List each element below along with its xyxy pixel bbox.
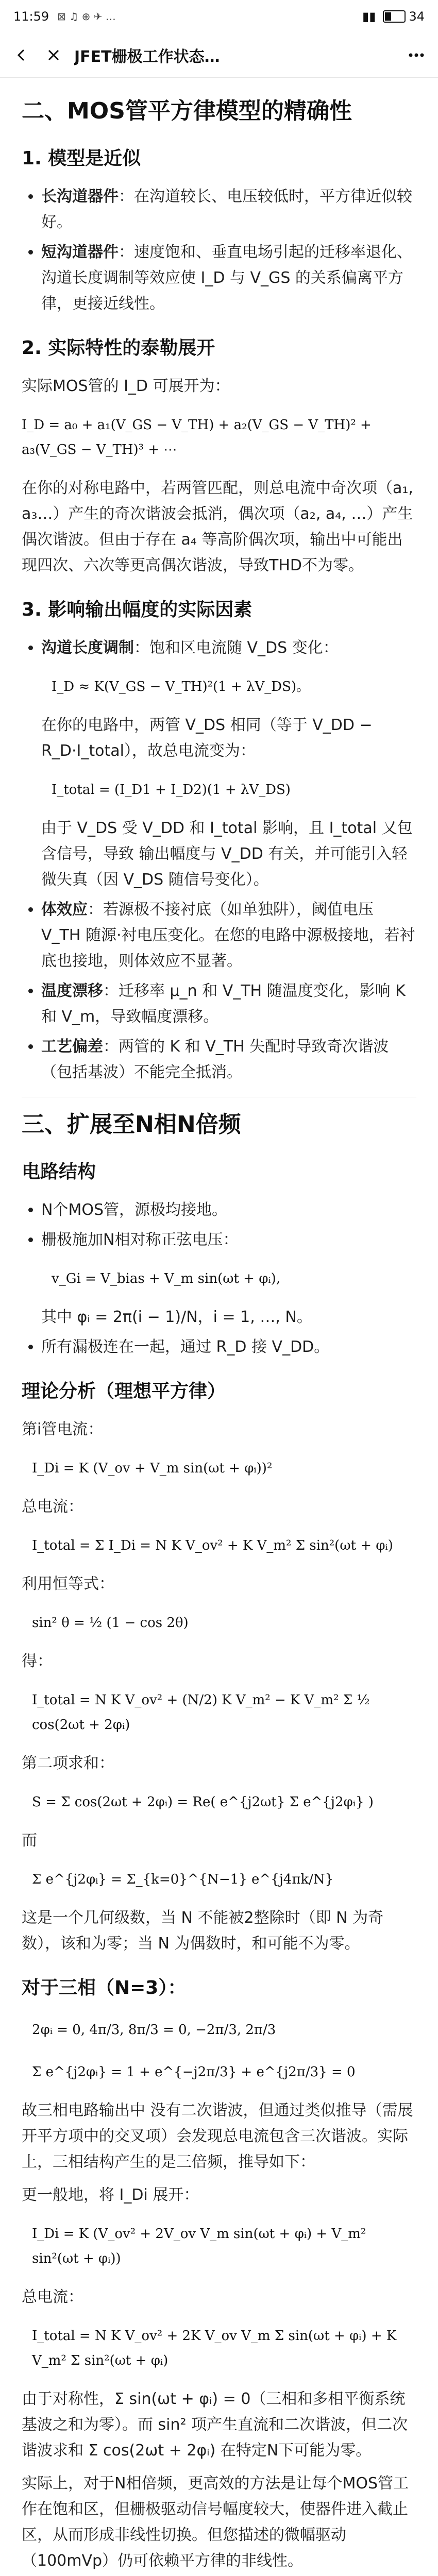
list-item: [41, 240, 416, 317]
more-button[interactable]: [405, 44, 428, 66]
equation: 2φᵢ = 0, 4π/3, 8π/3 = 0, −2π/3, 2π/3: [32, 2022, 276, 2038]
paragraph: 得：: [22, 1652, 53, 1670]
section-title-2: 二、MOS管平方律模型的精确性: [22, 98, 352, 124]
status-bar: [0, 0, 438, 33]
paragraph: 而: [22, 1832, 37, 1850]
list-item: [41, 184, 416, 235]
back-button[interactable]: [10, 44, 33, 66]
equation: I_Di = K (V_ov + V_m sin(ωt + φᵢ))²: [32, 1461, 273, 1476]
list-text: 由于 V_DS 受 V_DD 和 I_total 影响，且 I_total 又包含信号，导致 输出幅度与 V_DD 有关，并可能引入轻微失真（因 V_DS 随信号变化）。: [41, 819, 413, 889]
list-item: [41, 635, 416, 893]
paragraph: 实际上，对于N相倍频，更高效的方法是让每个MOS管工作在饱和区，但栅极驱动信号幅度较大，使器件进入截止区，从而形成非线性切换。但您描述的微幅驱动（100mVp）仍可依赖平方律的非线性。: [22, 2475, 409, 2570]
list-text: ：饱和区电流随 V_DS 变化：: [134, 639, 339, 657]
bold-label: 温度漂移: [41, 982, 103, 1000]
equation: S = Σ cos(2ωt + 2φᵢ) = Re( e^{j2ωt} Σ e^{j2φᵢ} ): [32, 1794, 374, 1810]
list-item: • N个MOS管，源极均接地。: [41, 1197, 416, 1223]
list-item: [41, 1227, 416, 1330]
paragraph: 更一般地，将 I_Di 展开：: [22, 2186, 199, 2204]
app-header: [0, 33, 438, 78]
bold-label: 工艺偏差: [41, 1038, 103, 1056]
equation: I_total = Σ I_Di = N K V_ov² + K V_m² Σ sin²(ωt + φᵢ): [32, 1538, 393, 1553]
subsection-title: 对于三相（N=3）：: [22, 1977, 187, 1998]
list-item: [41, 978, 416, 1030]
more-icon: [409, 53, 424, 57]
close-icon: [47, 48, 60, 62]
subsection-title: 1. 模型是近似: [22, 148, 141, 169]
paragraph: 总电流：: [22, 2288, 83, 2306]
list-text: 栅极施加N相对称正弦电压：: [41, 1231, 239, 1249]
paragraph: 总电流：: [22, 1498, 83, 1516]
paragraph: 这是一个几何级数，当 N 不能被2整除时（即 N 为奇数），该和为零；当 N 为偶数时，和可能不为零。: [22, 1909, 384, 1953]
equation: I_D = a₀ + a₁(V_GS − V_TH) + a₂(V_GS − V_TH)² + a₃(V_GS − V_TH)³ + ⋯: [22, 417, 376, 457]
bold-label: 体效应: [41, 901, 88, 919]
bullet-list: [22, 1197, 416, 1360]
bullet-list: [22, 184, 416, 317]
battery-icon: [383, 9, 425, 24]
bold-label: 长沟道器件: [41, 188, 119, 206]
bold-label: 短沟道器件: [41, 243, 119, 261]
battery-level: 34: [409, 9, 425, 24]
subsection-title: 理论分析（理想平方律）: [22, 1381, 226, 1402]
list-text: ：速度饱和、垂直电场引起的迁移率退化、沟道长度调制等效应使 I_D 与 V_GS 的关系偏离平方律，更接近线性。: [41, 243, 412, 313]
bullet-list: [22, 635, 416, 1086]
subsection-title: 3. 影响输出幅度的实际因素: [22, 599, 252, 620]
bold-label: 沟道长度调制: [41, 639, 134, 657]
close-button[interactable]: [42, 44, 65, 66]
paragraph: 第i管电流：: [22, 1420, 104, 1438]
equation: Σ e^{j2φᵢ} = 1 + e^{−j2π/3} + e^{j2π/3} = 0: [32, 2064, 356, 2080]
signal-icon: ▮▮: [362, 9, 376, 24]
equation: Σ e^{j2φᵢ} = Σ_{k=0}^{N−1} e^{j4πk/N}: [32, 1872, 334, 1887]
equation: I_total = N K V_ov² + (N/2) K V_m² − K V_m² Σ ½ cos(2ωt + 2φᵢ): [32, 1692, 374, 1733]
list-text: ：两管的 K 和 V_TH 失配时导致奇次谐波（包括基波）不能完全抵消。: [41, 1038, 389, 1081]
list-text: ：迁移率 μ_n 和 V_TH 随温度变化，影响 K 和 V_m，导致幅度漂移。: [41, 982, 406, 1026]
equation: I_D ≈ K(V_GS − V_TH)²(1 + λV_DS)。: [52, 679, 310, 694]
paragraph: 在你的对称电路中，若两管匹配，则总电流中奇次项（a₁, a₃…）产生的奇次谐波会抵消，偶次项（a₂, a₄, …）产生偶次谐波。但由于存在 a₄ 等高阶偶次项，输出中可能出现四次、六次等更高偶次谐波，导致THD不为零。: [22, 479, 413, 574]
paragraph: 实际MOS管的 I_D 可展开为：: [22, 377, 230, 395]
equation: v_Gi = V_bias + V_m sin(ωt + φᵢ),: [52, 1271, 281, 1286]
paragraph: 第二项求和：: [22, 1754, 114, 1772]
list-item: • 所有漏极连在一起，通过 R_D 接 V_DD。: [41, 1334, 416, 1360]
section-title-3: 三、扩展至N相N倍频: [22, 1111, 241, 1138]
equation: sin² θ = ½ (1 − cos 2θ): [32, 1615, 189, 1631]
chevron-left-icon: [15, 48, 28, 62]
page-title: JFET栅极工作状态…: [74, 48, 220, 66]
paragraph: 利用恒等式：: [22, 1575, 114, 1593]
paragraph: 故三相电路输出中 没有二次谐波，但通过类似推导（需展开平方项中的交叉项）会发现总电流包含三次谐波。实际上，三相结构产生的是三倍频，推导如下：: [22, 2102, 413, 2171]
notification-icons: ⊠ ♫ ⊕ ✈ …: [57, 10, 116, 23]
list-text: ：若源极不接衬底（如单独阱），阈值电压 V_TH 随源·衬电压变化。在您的电路中源极接地，若衬底也接地，则体效应不显著。: [41, 901, 415, 970]
list-text: 其中 φᵢ = 2π(i − 1)/N，i = 1, …, N。: [41, 1308, 312, 1326]
list-text: 在你的电路中，两管 V_DS 相同（等于 V_DD − R_D·I_total），故总电流变为：: [41, 716, 373, 760]
subsection-title: 2. 实际特性的泰勒展开: [22, 337, 215, 359]
subsection-title: 电路结构: [22, 1161, 96, 1182]
equation: I_Di = K (V_ov² + 2V_ov V_m sin(ωt + φᵢ) + V_m² sin²(ωt + φᵢ)): [32, 2226, 370, 2266]
list-item: [41, 897, 416, 974]
paragraph: 由于对称性，Σ sin(ωt + φᵢ) = 0（三相和多相平衡系统基波之和为零）。而 sin² 项产生直流和二次谐波，但二次谐波求和 Σ cos(2ωt + 2φᵢ) 在特定N下可能为零。: [22, 2390, 408, 2460]
status-time: 11:59: [13, 9, 49, 24]
list-item: [41, 1034, 416, 1086]
article-content: [0, 78, 438, 2576]
equation: I_total = (I_D1 + I_D2)(1 + λV_DS): [52, 782, 291, 798]
list-text: ：在沟道较长、电压较低时，平方律近似较好。: [41, 188, 412, 231]
equation: I_total = N K V_ov² + 2K V_ov V_m Σ sin(ωt + φᵢ) + K V_m² Σ sin²(ωt + φᵢ): [32, 2328, 401, 2368]
